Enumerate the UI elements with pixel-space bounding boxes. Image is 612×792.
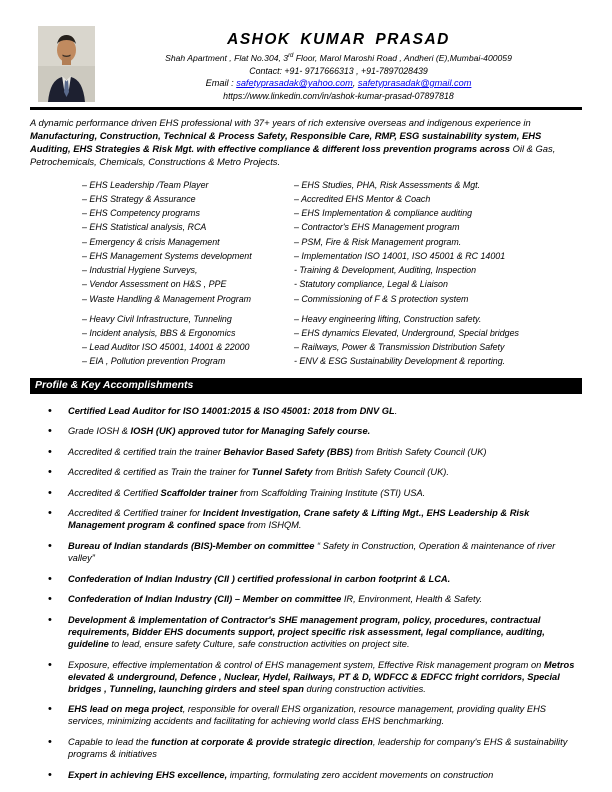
- skill-row: [82, 312, 582, 326]
- summary-tail: Oil & Gas, Petrochemicals, Chemicals, Constructions & Metro Projects.: [30, 142, 556, 167]
- skill-row: [82, 235, 582, 249]
- summary-lead: A dynamic performance driven EHS professional with 37+ years of rich extensive overseas and indigenous experience in: [30, 117, 531, 128]
- email-separator: ,: [352, 78, 358, 88]
- skill-item-left: – EHS Competency programs: [82, 208, 200, 219]
- accomplishment-segment-bold: Certified Lead Auditor for ISO 14001:2015 & ISO 45001: 2018 from DNV GL: [68, 405, 395, 416]
- accomplishment-segment-bold: Expert in achieving EHS excellence,: [68, 769, 228, 780]
- skill-item-left: – Incident analysis, BBS & Ergonomics: [82, 327, 236, 338]
- accomplishment-segment-bold: Tunnel Safety: [251, 467, 313, 478]
- skill-row: [82, 292, 582, 306]
- email-label: Email :: [205, 78, 237, 88]
- accomplishment-segment-bold: EHS lead on mega project: [68, 704, 183, 715]
- accomplishment-segment: Accredited & certified train the trainer: [68, 446, 224, 457]
- address-line: [95, 53, 582, 63]
- accomplishment-segment: Accredited & certified as Train the trainer for: [68, 467, 252, 478]
- accomplishment-segment-bold: function at corporate & provide strategic direction: [151, 737, 373, 747]
- accomplishment-item: [68, 593, 580, 605]
- skill-item-right: – Commissioning of F & S protection system: [294, 293, 469, 304]
- skill-row: [82, 206, 582, 220]
- accomplishment-item: [68, 659, 580, 695]
- linkedin-url: https://www.linkedin.com/in/ashok-kumar-prasad-07897818: [223, 90, 454, 101]
- accomplishment-segment-bold: Development & implementation of Contractor's SHE management program, policy, procedures, contractual requirements, Bidder EHS documents support, project specific risk assessment, legal compliance, auditing, guideline: [68, 614, 545, 650]
- skill-row: [82, 340, 582, 354]
- portrait-photo-image: [38, 26, 95, 102]
- skill-item-right: – EHS Implementation & compliance auditing: [294, 208, 473, 219]
- header: [30, 26, 582, 102]
- skill-item-left: – EHS Leadership /Team Player: [82, 179, 209, 190]
- email-line: [95, 78, 582, 88]
- accomplishment-segment: to lead, ensure safety Culture, safe construction activities on project site.: [108, 639, 410, 650]
- header-divider-rule: [30, 107, 582, 110]
- accomplishment-item: [68, 573, 580, 585]
- skill-row: [82, 326, 582, 340]
- skill-item-right: – Accredited EHS Mentor & Coach: [294, 194, 431, 205]
- skill-row: [82, 263, 582, 277]
- accomplishment-segment: Grade IOSH &: [68, 426, 131, 437]
- accomplishment-segment: .: [394, 405, 398, 416]
- skill-row: [82, 178, 582, 192]
- skills-grid: [30, 178, 582, 369]
- accomplishment-segment: from Scaffolding Training Institute (STI) USA.: [237, 487, 426, 498]
- skill-item-left: – EHS Management Systems development: [82, 250, 252, 261]
- accomplishment-segment: imparting, formulating zero accident movements on construction: [227, 769, 494, 780]
- email-link-gmail[interactable]: safetyprasadak@gmail.com: [357, 78, 472, 88]
- skill-item-left: – Emergency & crisis Management: [82, 236, 220, 247]
- address-part1: Shah Apartment , Flat No.304, 3: [165, 53, 289, 63]
- skill-item-left: – EHS Strategy & Assurance: [82, 194, 196, 205]
- accomplishment-item: [68, 507, 580, 531]
- accomplishment-segment-bold: Confederation of Indian Industry (CII ) certified professional in carbon footprint & LCA.: [68, 573, 451, 584]
- skill-item-right: - Statutory compliance, Legal & Liaison: [294, 279, 448, 290]
- skill-item-right: - Training & Development, Auditing, Inspection: [294, 265, 477, 276]
- skill-item-right: – EHS Studies, PHA, Risk Assessments & Mgt.: [294, 179, 481, 190]
- accomplishment-segment: , responsible for overall EHS organization, resource management, providing quality EHS services, minimizing accidents and facilitating for achieving world class EHS benchmarking.: [68, 704, 546, 727]
- accomplishment-segment-bold: Incident Investigation, Crane safety & Lifting Mgt., EHS Leadership & Risk Management program & confined space: [68, 508, 530, 531]
- contact-line: Contact: +91- 9717666313 , +91-7897028439: [249, 65, 428, 76]
- accomplishment-item: [68, 487, 580, 499]
- accomplishment-item: [68, 446, 580, 458]
- address-ordinal: rd: [288, 53, 294, 60]
- professional-summary: [30, 117, 582, 169]
- accomplishment-segment-bold: Scaffolder trainer: [160, 487, 238, 498]
- skill-item-left: – Vendor Assessment on H&S , PPE: [82, 279, 227, 290]
- skill-row: [82, 220, 582, 234]
- summary-bold: Manufacturing, Construction, Technical & Process Safety, Responsible Care, RMP, ESG sustainability system, EHS Auditing, EHS Strategies & Risk Mgt. with effective compliance & different loss prevention programs across: [30, 129, 542, 154]
- skill-item-left: – Heavy Civil Infrastructure, Tunneling: [82, 313, 232, 324]
- accomplishment-segment-bold: Confederation of Indian Industry (CII) – Member on committee: [68, 594, 342, 605]
- accomplishment-segment: , leadership for company's EHS & sustainability programs & initiatives: [68, 737, 568, 760]
- accomplishment-item: [68, 614, 580, 650]
- accomplishment-segment-bold: Behavior Based Safety (BBS): [223, 446, 353, 457]
- accomplishment-segment-bold: Metros elevated & underground, Defence , Nuclear, Hydel, Railways, PT & D, WDFCC & EDFCC fright corridors, Special bridges , Tunneling, launching girders and steel span: [68, 659, 575, 694]
- skill-item-right: – Railways, Power & Transmission Distribution Safety: [294, 342, 505, 353]
- accomplishment-item: [68, 769, 580, 781]
- accomplishment-segment-bold: Bureau of Indian standards (BIS)-Member on committee: [68, 541, 315, 552]
- skill-item-right: – Contractor's EHS Management program: [294, 222, 460, 233]
- skill-item-left: – Waste Handling & Management Program: [82, 293, 252, 304]
- skill-row: [82, 249, 582, 263]
- skill-item-left: – EIA , Pollution prevention Program: [82, 356, 226, 367]
- accomplishment-item: [68, 703, 580, 727]
- skill-item-right: – Heavy engineering lifting, Construction safety.: [294, 313, 482, 324]
- skill-row: [82, 192, 582, 206]
- accomplishment-segment: Accredited & Certified trainer for: [68, 508, 203, 519]
- accomplishment-segment: from British Safety Council (UK): [352, 446, 487, 457]
- accomplishment-segment-bold: IOSH (UK) approved tutor for Managing Safely course.: [130, 426, 371, 437]
- skill-item-right: – EHS dynamics Elevated, Underground, Special bridges: [294, 327, 519, 338]
- portrait-photo: [38, 26, 95, 102]
- skill-item-left: – EHS Statistical analysis, RCA: [82, 222, 207, 233]
- email-link-yahoo[interactable]: safetyprasadak@yahoo.com: [236, 78, 353, 88]
- skill-row: [82, 354, 582, 368]
- section-banner-profile-key-accomplishments: Profile & Key Accomplishments: [30, 378, 582, 394]
- skill-item-left: – Lead Auditor ISO 45001, 14001 & 22000: [82, 342, 250, 353]
- skill-row: [82, 277, 582, 291]
- accomplishment-segment: Accredited & Certified: [68, 487, 161, 498]
- accomplishment-segment: Exposure, effective implementation & control of EHS management system, Effective Risk management program on: [68, 659, 544, 670]
- skill-item-right: – PSM, Fire & Risk Management program.: [294, 236, 462, 247]
- accomplishment-segment: during construction activities.: [303, 683, 426, 694]
- skill-item-left: – Industrial Hygiene Surveys,: [82, 265, 198, 276]
- accomplishment-segment: from ISHQM.: [244, 520, 302, 531]
- skill-item-right: - ENV & ESG Sustainability Development & reporting.: [294, 356, 506, 367]
- accomplishment-segment: Capable to lead the: [68, 737, 152, 747]
- accomplishment-item: [68, 736, 580, 760]
- accomplishment-item: [68, 405, 580, 417]
- accomplishment-item: [68, 425, 580, 437]
- accomplishments-list: [30, 405, 582, 781]
- header-text: [95, 26, 582, 101]
- person-name: ASHOK KUMAR PRASAD: [227, 31, 450, 48]
- accomplishment-segment: from British Safety Council (UK).: [312, 467, 449, 478]
- accomplishment-item: [68, 540, 580, 564]
- accomplishment-segment: “ Safety in Construction, Operation & maintenance of river valley”: [68, 541, 556, 564]
- accomplishment-item: [68, 466, 580, 478]
- skill-item-right: – Implementation ISO 14001, ISO 45001 & RC 14001: [294, 250, 506, 261]
- accomplishment-segment: IR, Environment, Health & Safety.: [341, 594, 483, 605]
- address-part2: Floor, Marol Maroshi Road , Andheri (E),Mumbai-400059: [293, 53, 512, 63]
